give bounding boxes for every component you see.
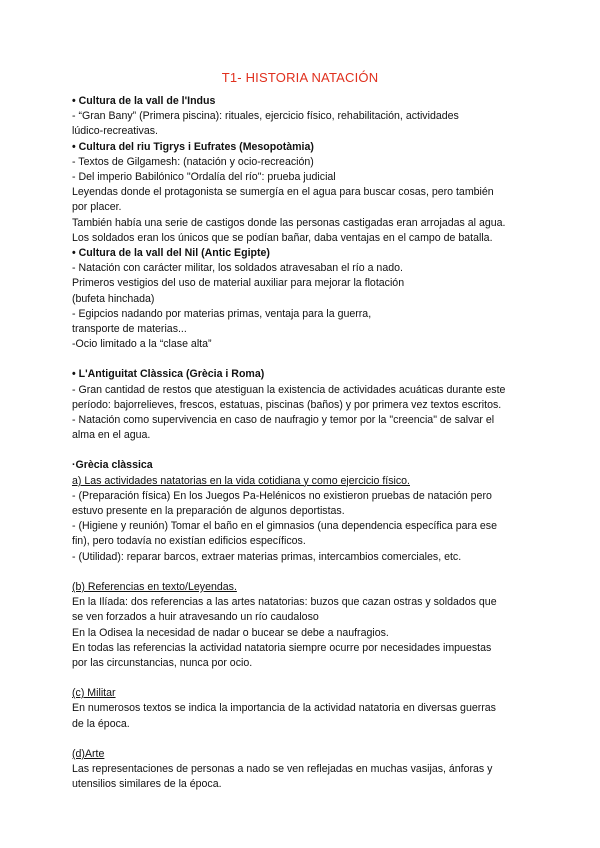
text-line: por placer. [72, 201, 122, 214]
text-line: - (Higiene y reunión) Tomar el baño en el gimnasios (una dependencia específica para ese [72, 520, 497, 533]
text-line: fin), pero todavía no existían edificios específicos. [72, 535, 306, 548]
section-heading-grecia: ·Grècia clàssica [72, 459, 153, 472]
spacer [72, 565, 532, 580]
spacer [72, 732, 532, 747]
text-line: - (Preparación física) En los Juegos Pa-Helénicos no existieron pruebas de natación pero [72, 489, 492, 502]
text-line: - Gran cantidad de restos que atestiguan la existencia de actividades acuáticas durante este [72, 383, 506, 396]
subheading-grecia-a: a) Las actividades natatorias en la vida cotidiana y como ejercicio físico. [72, 474, 410, 487]
text-line: alma en el agua. [72, 429, 151, 442]
spacer [72, 352, 532, 367]
text-line: Los soldados eran los únicos que se podían bañar, daba ventajas en el campo de batalla. [72, 231, 493, 244]
page-title: T1- HISTORIA NATACIÓN [221, 70, 379, 85]
text-line: - Egipcios nadando por materias primas, ventaja para la guerra, [72, 307, 372, 320]
text-line: por las circunstancias, nunca por ocio. [72, 656, 253, 669]
text-line: Primeros vestigios del uso de material auxiliar para mejorar la flotación [72, 277, 405, 290]
text-line: lúdico-recreativas. [72, 125, 158, 138]
section-heading-mesopotamia: • Cultura del riu Tigrys i Eufrates (Mesopotàmia) [72, 140, 314, 153]
text-line: (bufeta hinchada) [72, 292, 155, 305]
text-line: - (Utilidad): reparar barcos, extraer materias primas, intercambios comerciales, etc. [72, 550, 462, 563]
text-line: utensilios similares de la época. [72, 778, 222, 791]
subheading-arte: (d)Arte [72, 747, 105, 760]
text-line: de la época. [72, 717, 130, 730]
text-line: También había una serie de castigos donde las personas castigadas eran arrojadas al agua. [72, 216, 506, 229]
text-line: - “Gran Bany” (Primera piscina): rituales, ejercicio físico, rehabilitación, actividades [72, 110, 459, 123]
text-line: - Del imperio Babilónico "Ordalía del río": prueba judicial [72, 171, 336, 184]
text-line: se ven forzados a huir atravesando un río caudaloso [72, 611, 319, 624]
text-line: - Natación como supervivencia en caso de naufragio y temor por la "creencia" de salvar el [72, 414, 495, 427]
section-heading-indus: • Cultura de la vall de l'Indus [72, 95, 216, 107]
subheading-militar: (c) Militar [72, 687, 116, 700]
subheading-referencias: (b) Referencias en texto/Leyendas. [72, 580, 237, 593]
text-line: Las representaciones de personas a nado se ven reflejadas en muchas vasijas, ánforas y [72, 762, 493, 775]
spacer [72, 443, 532, 458]
text-line: -Ocio limitado a la “clase alta” [72, 338, 212, 351]
text-line: estuvo presente en la preparación de algunos deportistas. [72, 505, 345, 518]
text-line: En la Odisea la necesidad de nadar o bucear se debe a naufragios. [72, 626, 389, 639]
section-heading-egipte: • Cultura de la vall del Nil (Antic Egipte) [72, 247, 270, 260]
text-line: período: bajorrelieves, frescos, estatuas, piscinas (baños) y por primera vez textos escritos. [72, 398, 502, 411]
text-line: - Natación con carácter militar, los soldados atravesaban el río a nado. [72, 262, 403, 275]
text-line: En todas las referencias la actividad natatoria siempre ocurre por necesidades impuestas [72, 641, 492, 654]
text-line: Leyendas donde el protagonista se sumergía en el agua para buscar cosas, pero también [72, 186, 494, 199]
text-line: - Textos de Gilgamesh: (natación y ocio-recreación) [72, 155, 314, 168]
document-body [72, 94, 532, 792]
section-heading-antiguitat: • L'Antiguitat Clàssica (Grècia i Roma) [72, 368, 265, 381]
text-line: En la Ilíada: dos referencias a las artes natatorias: buzos que cazan ostras y soldados que [72, 596, 497, 609]
text-line: transporte de materias... [72, 323, 187, 336]
text-line: En numerosos textos se indica la importancia de la actividad natatoria en diversas guerras [72, 702, 496, 715]
spacer [72, 671, 532, 686]
